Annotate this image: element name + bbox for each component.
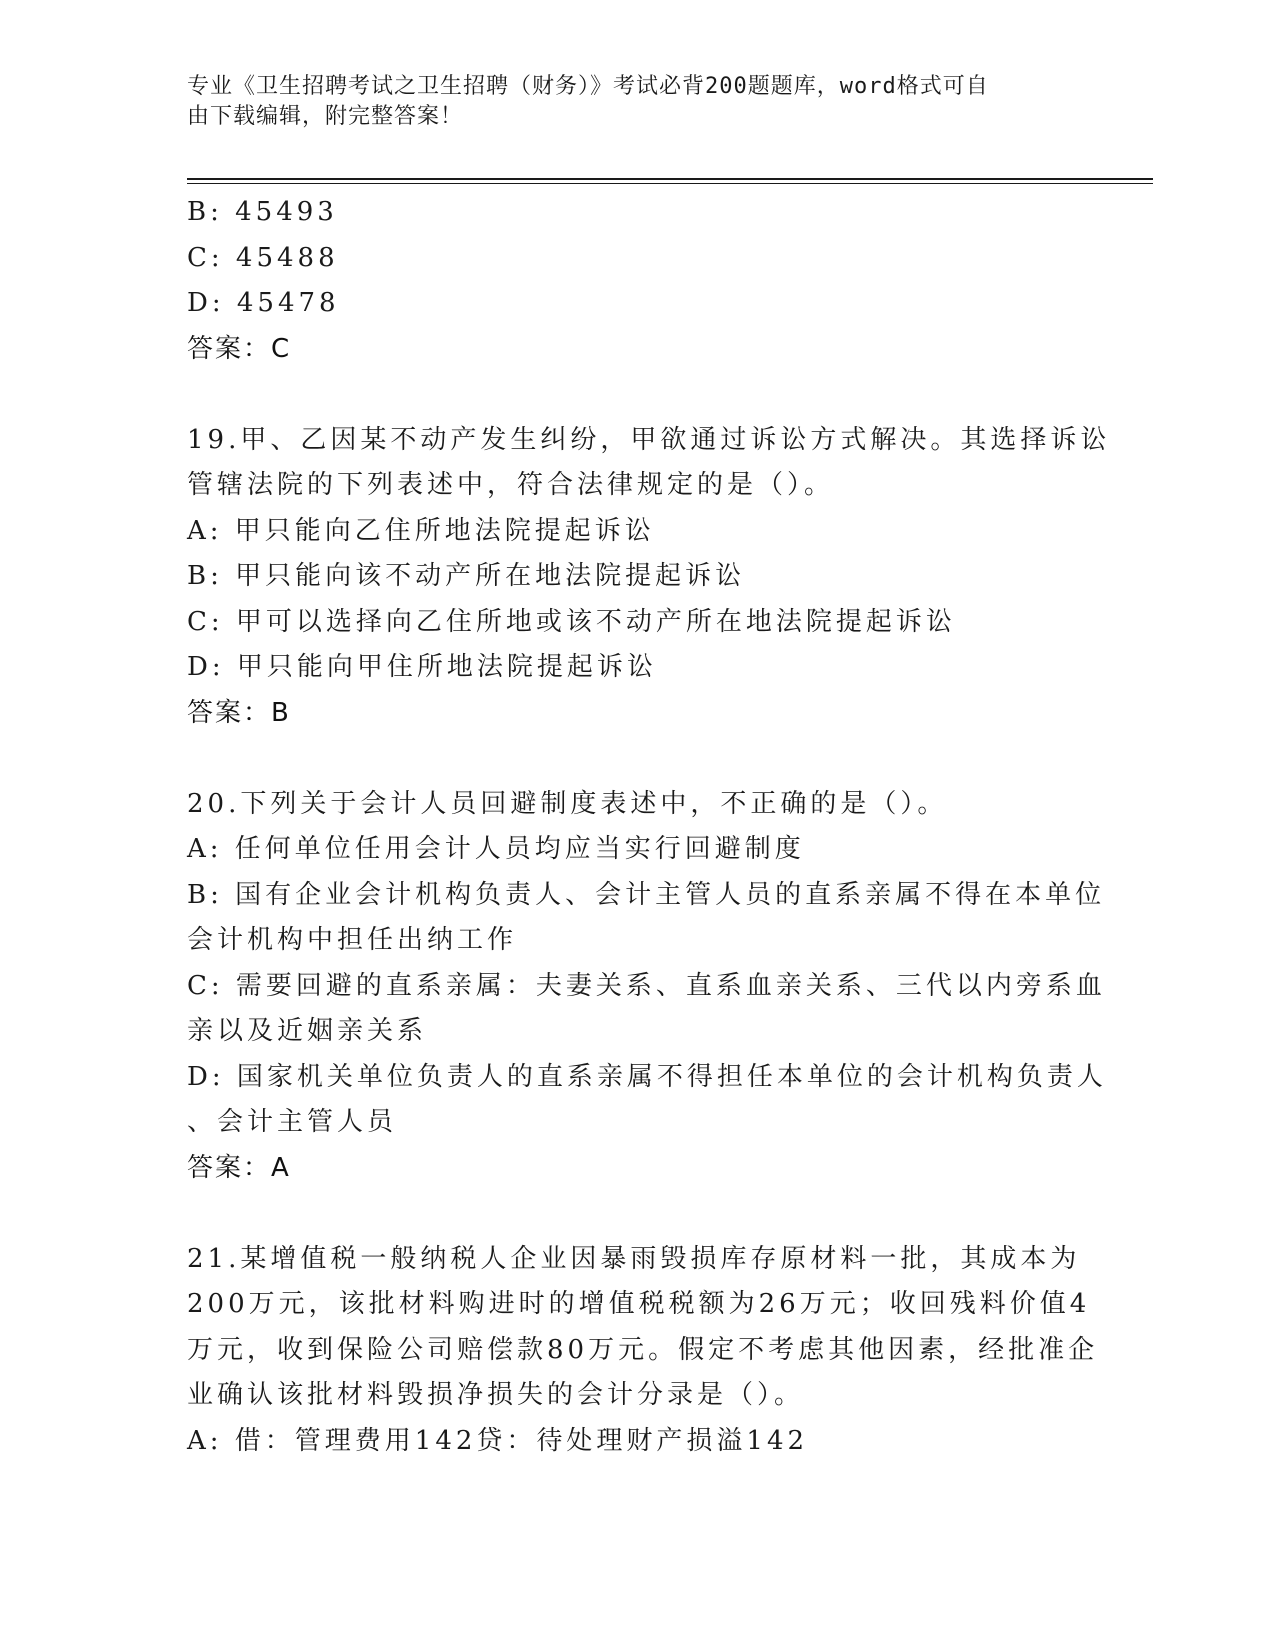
question-stem-line: 20.下列关于会计人员回避制度表述中，不正确的是（）。 — [187, 788, 948, 819]
option-c: C: 45488 — [187, 242, 339, 273]
option-b-continued: 会计机构中担任出纳工作 — [187, 925, 518, 955]
option-c: C: 甲可以选择向乙住所地或该不动产所在地法院提起诉讼 — [187, 606, 956, 637]
header-divider-thin — [187, 183, 1153, 184]
header-line-1: 专业《卫生招聘考试之卫生招聘（财务）》考试必背200题题库，word格式可自 — [187, 74, 989, 99]
question-stem-line: 21.某增值税一般纳税人企业因暴雨毁损库存原材料一批，其成本为 — [187, 1243, 1081, 1274]
question-stem-line: 业确认该批材料毁损净损失的会计分录是（）。 — [187, 1380, 805, 1410]
spacer — [187, 372, 1087, 418]
question-stem-line: 管辖法院的下列表述中，符合法律规定的是（）。 — [187, 470, 835, 500]
option-d: D: 甲只能向甲住所地法院提起诉讼 — [187, 652, 657, 682]
option-b: B: 国有企业会计机构负责人、会计主管人员的直系亲属不得在本单位 — [187, 879, 1106, 910]
option-c-continued: 亲以及近姻亲关系 — [187, 1016, 428, 1046]
spacer — [187, 736, 1087, 782]
option-a: A: 甲只能向乙住所地法院提起诉讼 — [187, 515, 655, 546]
option-b: B: 甲只能向该不动产所在地法院提起诉讼 — [187, 561, 746, 591]
option-d: D: 国家机关单位负责人的直系亲属不得担任本单位的会计机构负责人 — [187, 1061, 1107, 1092]
answer-line: 答案：C — [187, 333, 292, 364]
question-stem-line: 万元，收到保险公司赔偿款80万元。假定不考虑其他因素，经批准企 — [187, 1334, 1099, 1365]
header-line-2: 由下载编辑，附完整答案！ — [187, 104, 464, 129]
answer-line: 答案：A — [187, 1152, 291, 1183]
question-list — [187, 190, 1111, 1464]
question-stem-line: 19.甲、乙因某不动产发生纠纷，甲欲通过诉讼方式解决。其选择诉讼 — [187, 424, 1111, 455]
option-d: D: 45478 — [187, 288, 340, 318]
option-a: A: 借：管理费用142贷：待处理财产损溢142 — [187, 1425, 809, 1456]
question-stem-line: 200万元，该批材料购进时的增值税税额为26万元；收回残料价值4 — [187, 1289, 1091, 1319]
question-18-continued — [187, 190, 1087, 372]
answer-line: 答案：B — [187, 697, 291, 728]
option-b: B: 45493 — [187, 197, 338, 227]
header-divider-thick — [187, 178, 1153, 180]
document-header — [187, 72, 1067, 132]
spacer — [187, 1191, 1087, 1237]
question-21 — [187, 1237, 1099, 1465]
option-a: A: 任何单位任用会计人员均应当实行回避制度 — [187, 834, 805, 864]
option-d-continued: 、会计主管人员 — [187, 1107, 398, 1137]
question-20 — [187, 782, 1107, 1192]
question-19 — [187, 418, 1111, 737]
option-c: C: 需要回避的直系亲属：夫妻关系、直系血亲关系、三代以内旁系血 — [187, 970, 1106, 1001]
